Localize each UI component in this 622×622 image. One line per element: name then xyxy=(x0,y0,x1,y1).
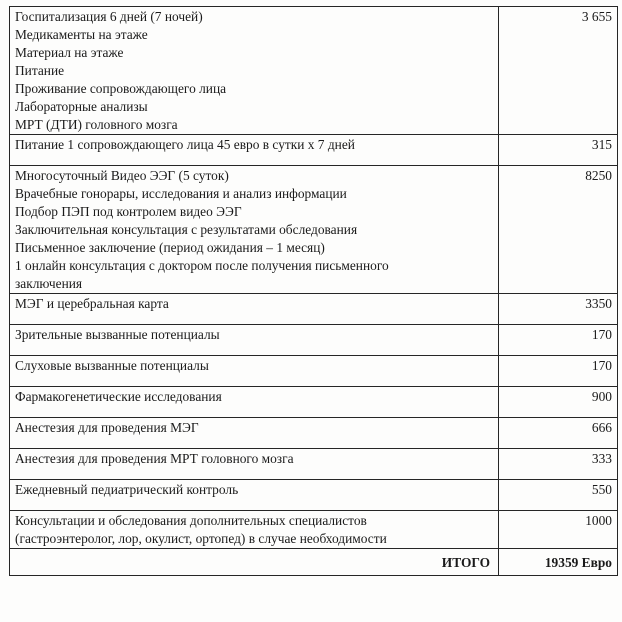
row-price: 3350 xyxy=(499,294,618,325)
table-row xyxy=(10,325,618,356)
row-description xyxy=(10,7,499,135)
description-line: Питание xyxy=(15,63,65,78)
total-row xyxy=(10,549,618,576)
table-row xyxy=(10,387,618,418)
total-value: 19359 Евро xyxy=(499,549,618,576)
description-line: Многосуточный Видео ЭЭГ (5 суток) xyxy=(15,168,229,183)
table-row xyxy=(10,480,618,511)
description-line: МРТ (ДТИ) головного мозга xyxy=(15,117,178,132)
description-line: Анестезия для проведения МРТ головного мозга xyxy=(15,451,294,466)
description-line: заключения xyxy=(15,276,83,291)
table-row xyxy=(10,449,618,480)
description-line: Фармакогенетические исследования xyxy=(15,389,222,404)
row-description xyxy=(10,418,499,449)
table-row xyxy=(10,356,618,387)
description-line: Слуховые вызванные потенциалы xyxy=(15,358,209,373)
row-price: 170 xyxy=(499,325,618,356)
row-description xyxy=(10,387,499,418)
description-line: Питание 1 сопровождающего лица 45 евро в сутки х 7 дней xyxy=(15,137,355,152)
table-row xyxy=(10,7,618,135)
description-line: 1 онлайн консультация с доктором после получения письменного xyxy=(15,258,389,273)
description-line: МЭГ и церебральная карта xyxy=(15,296,169,311)
row-description xyxy=(10,356,499,387)
row-price: 315 xyxy=(499,135,618,166)
row-description xyxy=(10,511,499,549)
description-line: Заключительная консультация с результатами обследования xyxy=(15,222,358,237)
row-price: 170 xyxy=(499,356,618,387)
description-line: Проживание сопровождающего лица xyxy=(15,81,227,96)
table-row xyxy=(10,166,618,294)
cost-table xyxy=(9,6,618,576)
row-price: 666 xyxy=(499,418,618,449)
description-line: Лабораторные анализы xyxy=(15,99,148,114)
row-description xyxy=(10,135,499,166)
row-price: 333 xyxy=(499,449,618,480)
row-price: 1000 xyxy=(499,511,618,549)
table-row xyxy=(10,135,618,166)
description-line: Материал на этаже xyxy=(15,45,124,60)
row-description xyxy=(10,449,499,480)
description-line: Врачебные гонорары, исследования и анализ информации xyxy=(15,186,347,201)
cost-table-body xyxy=(10,7,618,576)
description-line: Анестезия для проведения МЭГ xyxy=(15,420,199,435)
description-line: Госпитализация 6 дней (7 ночей) xyxy=(15,9,203,24)
row-description xyxy=(10,480,499,511)
table-row xyxy=(10,511,618,549)
description-line: Подбор ПЭП под контролем видео ЭЭГ xyxy=(15,204,242,219)
row-description xyxy=(10,294,499,325)
row-price: 900 xyxy=(499,387,618,418)
description-line: Зрительные вызванные потенциалы xyxy=(15,327,220,342)
description-line: Консультации и обследования дополнительных специалистов xyxy=(15,513,367,528)
table-row xyxy=(10,294,618,325)
description-line: Медикаменты на этаже xyxy=(15,27,148,42)
row-price: 3 655 xyxy=(499,7,618,135)
row-price: 550 xyxy=(499,480,618,511)
table-row xyxy=(10,418,618,449)
description-line: (гастроэнтеролог, лор, окулист, ортопед) в случае необходимости xyxy=(15,531,387,546)
row-price: 8250 xyxy=(499,166,618,294)
row-description xyxy=(10,325,499,356)
description-line: Письменное заключение (период ожидания – 1 месяц) xyxy=(15,240,325,255)
total-label: ИТОГО xyxy=(10,549,499,576)
description-line: Ежедневный педиатрический контроль xyxy=(15,482,239,497)
row-description xyxy=(10,166,499,294)
